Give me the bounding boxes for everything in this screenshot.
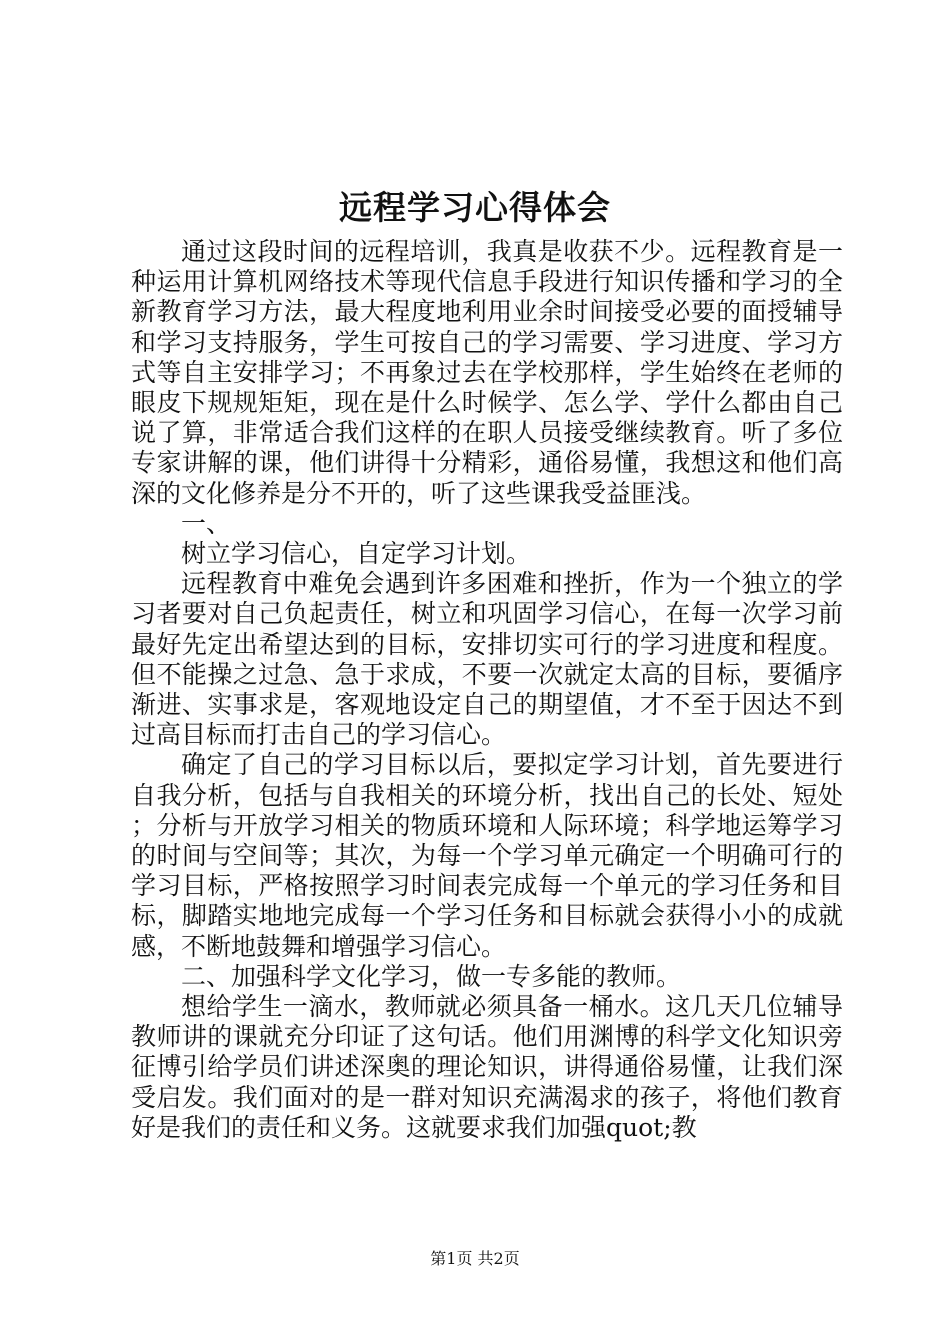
paragraph-teacher: 想给学生一滴水，教师就必须具备一桶水。这几天几位辅导教师讲的课就充分印证了这句话。他们用渊博的科学文化知识旁征博引给学员们讲述深奥的理论知识，讲得通俗易懂，让我们深受启发。我们面对的是一群对知识充满渴求的孩子，将他们教育好是我们的责任和义务。这就要求我们加强quot;教 bbox=[131, 992, 843, 1142]
section-heading-two: 二、加强科学文化学习，做一专多能的教师。 bbox=[181, 961, 682, 991]
page-number-footer: 第1页 共2页 bbox=[430, 1249, 520, 1268]
paragraph-plan: 确定了自己的学习目标以后，要拟定学习计划，首先要进行自我分析，包括与自我相关的环境分析，找出自己的长处、短处；分析与开放学习相关的物质环境和人际环境；科学地运筹学习的时间与空间等；其次，为每一个学习单元确定一个明确可行的学习目标，严格按照学习时间表完成每一个单元的学习任务和目标，脚踏实地地完成每一个学习任务和目标就会获得小小的成就感，不断地鼓舞和增强学习信心。 bbox=[131, 750, 843, 961]
section-heading-one: 树立学习信心，自定学习计划。 bbox=[181, 539, 532, 569]
section-number-one: 一、 bbox=[181, 508, 232, 538]
document-body bbox=[131, 237, 843, 1143]
paragraph-intro: 通过这段时间的远程培训，我真是收获不少。远程教育是一种运用计算机网络技术等现代信息手段进行知识传播和学习的全新教育学习方法，最大程度地利用业余时间接受必要的面授辅导和学习支持服务，学生可按自己的学习需要、学习进度、学习方式等自主安排学习；不再象过去在学校那样，学生始终在老师的眼皮下规规矩矩，现在是什么时候学、怎么学、学什么都由自己说了算，非常适合我们这样的在职人员接受继续教育。听了多位专家讲解的课，他们讲得十分精彩，通俗易懂，我想这和他们高深的文化修养是分不开的，听了这些课我受益匪浅。 bbox=[131, 237, 843, 508]
document-title: 远程学习心得体会 bbox=[339, 188, 611, 227]
paragraph-confidence: 远程教育中难免会遇到许多困难和挫折，作为一个独立的学习者要对自己负起责任，树立和巩固学习信心，在每一次学习前最好先定出希望达到的目标，安排切实可行的学习进度和程度。但不能操之过急、急于求成，不要一次就定太高的目标，要循序渐进、实事求是，客观地设定自己的期望值，才不至于因达不到过高目标而打击自己的学习信心。 bbox=[131, 569, 843, 750]
